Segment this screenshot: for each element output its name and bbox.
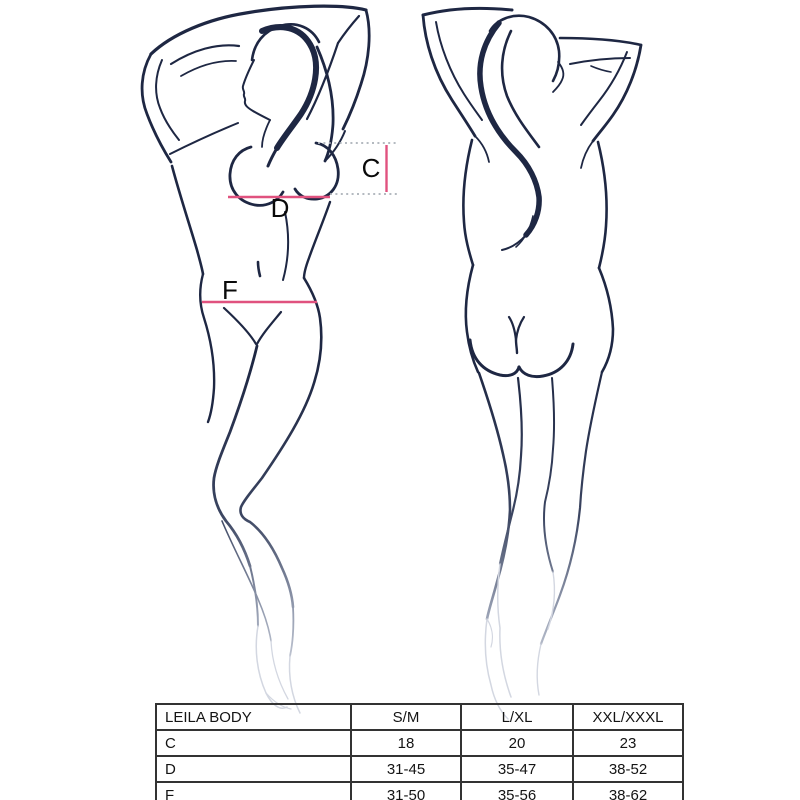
arms-top-line <box>423 8 512 15</box>
measurement-label-d: D <box>270 193 290 223</box>
armpit-line <box>581 141 593 168</box>
hair-stroke <box>502 31 539 147</box>
column-header-cell: XXL/XXXL <box>573 704 683 730</box>
crack-line <box>516 340 517 353</box>
right-breast-line <box>295 143 338 199</box>
neck-line <box>262 120 270 147</box>
value-cell: 20 <box>461 730 573 756</box>
shin-line <box>290 607 293 656</box>
left-arm-inner-line <box>156 60 179 140</box>
leg-line <box>541 372 602 644</box>
table-header-row <box>156 704 683 730</box>
value-cell: 38-52 <box>573 756 683 782</box>
value-cell: 35-56 <box>461 782 573 800</box>
row-label-cell: C <box>156 730 351 756</box>
arms-top-line <box>151 6 366 54</box>
torso-line <box>172 166 203 274</box>
wrist-line <box>591 66 611 72</box>
back-figure <box>423 8 641 719</box>
hair-stroke <box>262 27 316 148</box>
shoulder-line <box>170 123 238 154</box>
foot-line <box>537 644 541 695</box>
hip-thigh-line <box>200 274 214 422</box>
foot-line <box>498 564 511 697</box>
product-name-cell: LEILA BODY <box>156 704 351 730</box>
leg-line <box>544 378 554 572</box>
right-arm-top-line <box>560 38 641 45</box>
table-row <box>156 756 683 782</box>
column-header-cell: L/XL <box>461 704 573 730</box>
hair-stroke <box>268 148 277 166</box>
forearm-line <box>181 61 236 76</box>
crack-line <box>509 317 516 340</box>
front-figure <box>142 6 369 713</box>
left-arm-outer-line <box>423 15 475 136</box>
torso-line <box>304 202 330 278</box>
ankle-line <box>487 619 492 647</box>
face-profile-line <box>243 60 270 120</box>
crack-line <box>516 317 524 340</box>
hair-stroke <box>480 23 539 235</box>
right-arm-top-line <box>570 58 630 64</box>
leg-line <box>240 278 321 607</box>
back-line <box>598 142 607 268</box>
leg-line <box>500 378 522 564</box>
left-arm-inner-line <box>436 22 482 120</box>
shin-line <box>222 521 271 641</box>
column-header-cell: S/M <box>351 704 461 730</box>
foot-line <box>271 641 288 699</box>
value-cell: 31-50 <box>351 782 461 800</box>
navel-mark <box>258 262 260 276</box>
foot-line <box>256 626 287 708</box>
armpit-line <box>475 136 489 162</box>
buttock-line <box>519 344 573 377</box>
back-line <box>463 140 473 265</box>
value-cell: 18 <box>351 730 461 756</box>
hip-line <box>466 265 478 372</box>
value-cell: 31-45 <box>351 756 461 782</box>
hip-line <box>599 268 613 372</box>
bikini-line <box>257 312 281 344</box>
measurement-label-c: C <box>361 153 381 183</box>
bikini-line <box>224 308 256 344</box>
row-label-cell: D <box>156 756 351 782</box>
row-label-cell: F <box>156 782 351 800</box>
right-arm-inner-line <box>338 16 359 43</box>
leg-line <box>214 346 257 566</box>
table-row <box>156 730 683 756</box>
size-table <box>155 703 684 800</box>
value-cell: 38-62 <box>573 782 683 800</box>
leg-line <box>479 373 510 619</box>
table-row <box>156 782 683 800</box>
value-cell: 35-47 <box>461 756 573 782</box>
hair-stroke <box>502 235 526 250</box>
measurement-label-f: F <box>222 275 238 305</box>
value-cell: 23 <box>573 730 683 756</box>
right-arm-inner-line <box>581 52 627 125</box>
left-arm-outer-line <box>142 54 171 162</box>
right-arm-outer-line <box>343 10 369 129</box>
